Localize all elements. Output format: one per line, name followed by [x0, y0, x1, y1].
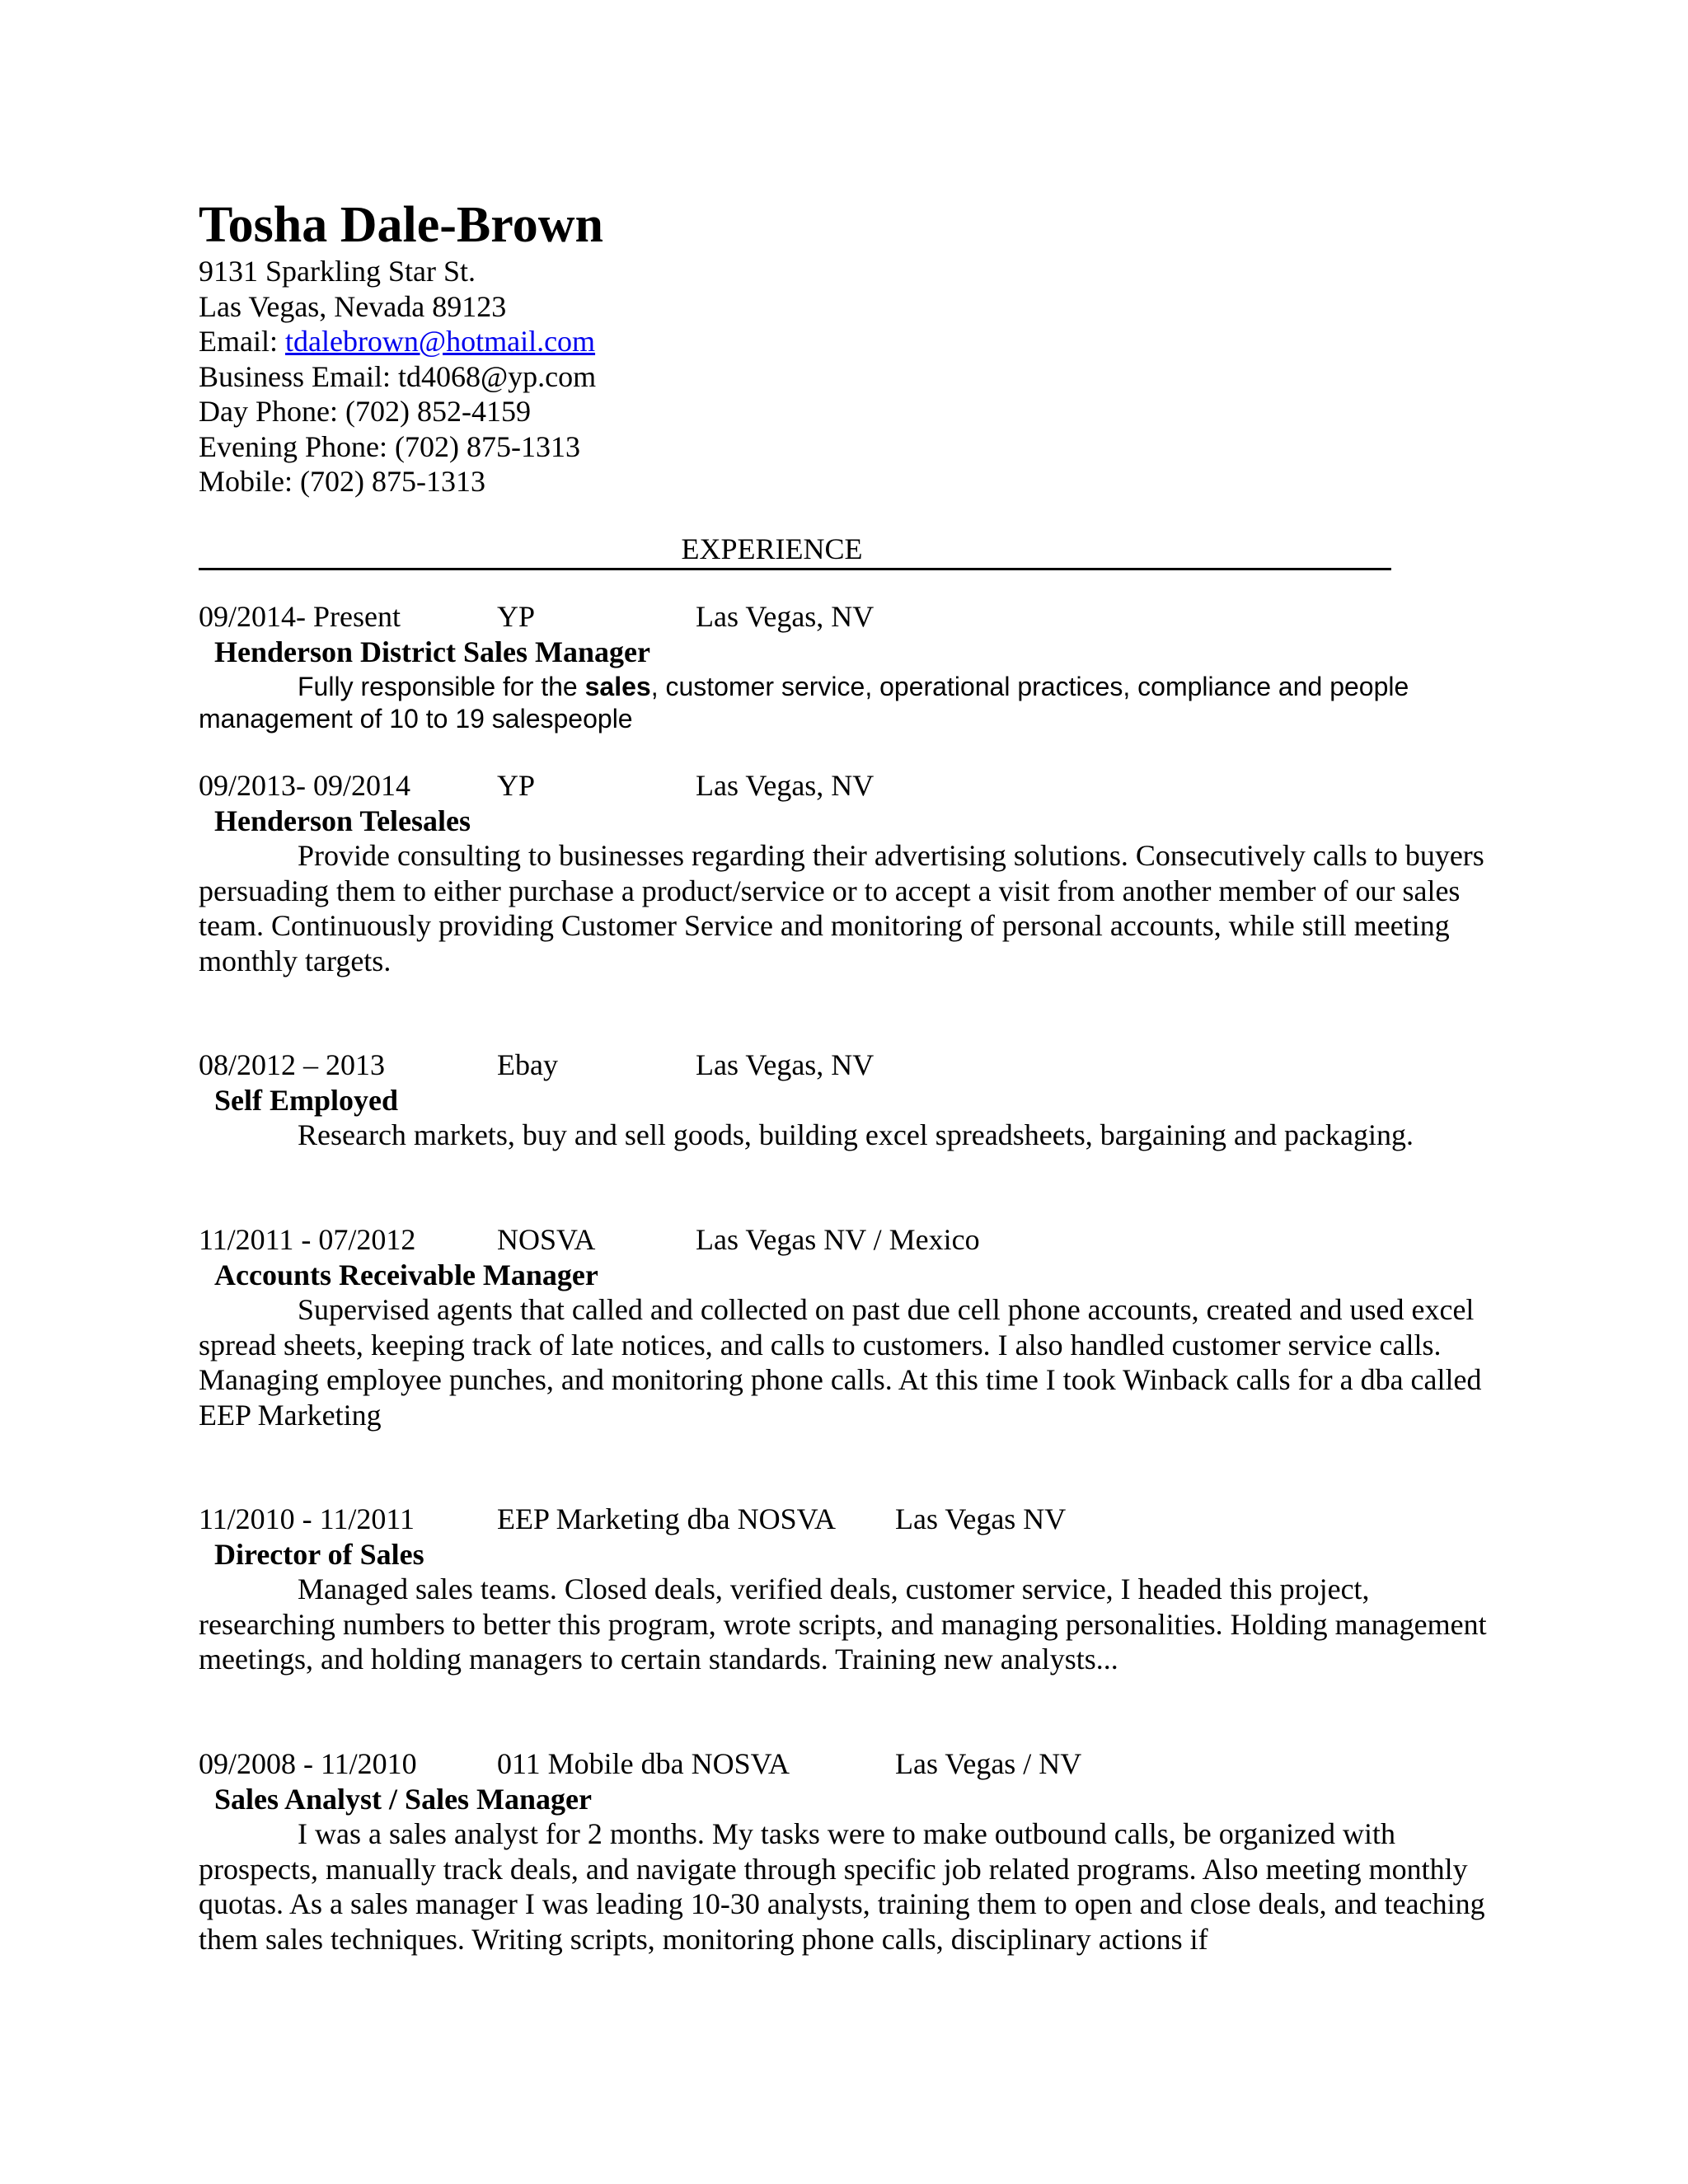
job-dates: 08/2012 – 2013 [199, 1048, 386, 1081]
job-company: Ebay [497, 1048, 558, 1081]
job-description-part: Fully responsible for the [298, 672, 585, 701]
job-meta [199, 1222, 1501, 1258]
job-meta [199, 1502, 1501, 1537]
job-description: Research markets, buy and sell goods, building excel spreadsheets, bargaining and packaging. [298, 1118, 1414, 1151]
mobile-phone: Mobile: (702) 875-1313 [199, 465, 485, 498]
job-entry [199, 1746, 1501, 1957]
job-description-part: , customer service, operational practices, compliance and people management of 10 to 19 salespeople [199, 672, 1409, 733]
email-label: Email: [199, 325, 285, 358]
job-entry [199, 1502, 1501, 1677]
job-meta [199, 1047, 1501, 1083]
job-description [199, 669, 1501, 735]
contact-block [199, 254, 596, 499]
job-title: Self Employed [214, 1083, 399, 1117]
job-location: Las Vegas, NV [696, 600, 874, 633]
job-location: Las Vegas NV [895, 1502, 1067, 1535]
job-dates: 11/2010 - 11/2011 [199, 1502, 415, 1535]
evening-phone: Evening Phone: (702) 875-1313 [199, 429, 580, 463]
job-company: YP [497, 769, 536, 802]
job-dates: 09/2008 - 11/2010 [199, 1747, 417, 1780]
job-company: YP [497, 600, 536, 633]
job-entry [199, 1047, 1501, 1153]
day-phone: Day Phone: (702) 852-4159 [199, 395, 531, 428]
job-location: Las Vegas, NV [696, 1048, 874, 1081]
job-meta [199, 1746, 1501, 1782]
job-location: Las Vegas NV / Mexico [696, 1223, 980, 1256]
candidate-name: Tosha Dale-Brown [199, 197, 603, 253]
address-line-2: Las Vegas, Nevada 89123 [199, 289, 507, 323]
job-description: Managed sales teams. Closed deals, verified deals, customer service, I headed this project, researching numbers to better this program, wrote scripts, and managing personalities. Holding management meetings, and holding managers to certain standards. Training new analysts... [199, 1572, 1487, 1675]
email-line [199, 324, 596, 359]
job-dates: 09/2014- Present [199, 600, 401, 633]
job-description: I was a sales analyst for 2 months. My tasks were to make outbound calls, be organized with prospects, manually track deals, and navigate through specific job related programs. Also meeting monthly quotas. As a sales manager I was leading 10-30 analysts, training them to open and close deals, and teaching them sales techniques. Writing scripts, monitoring phone calls, disciplinary actions if [199, 1817, 1485, 1956]
job-company: 011 Mobile dba NOSVA [497, 1747, 790, 1780]
address-line-1: 9131 Sparkling Star St. [199, 255, 476, 288]
job-entry [199, 1222, 1501, 1432]
job-company: EEP Marketing dba NOSVA [497, 1502, 836, 1535]
job-description-bold: sales [584, 672, 651, 701]
job-title: Henderson District Sales Manager [214, 635, 650, 668]
job-title: Accounts Receivable Manager [214, 1258, 598, 1291]
job-location: Las Vegas / NV [895, 1747, 1082, 1780]
job-dates: 09/2013- 09/2014 [199, 769, 410, 802]
job-title: Director of Sales [214, 1537, 424, 1571]
job-entry [199, 599, 1501, 735]
job-title: Sales Analyst / Sales Manager [214, 1782, 593, 1816]
job-location: Las Vegas, NV [696, 769, 874, 802]
job-meta [199, 768, 1501, 804]
job-description: Supervised agents that called and collected on past due cell phone accounts, created and used excel spread sheets, keeping track of late notices, and calls to customers. I also handled customer service calls. Managing employee punches, and monitoring phone calls. At this time I took Winback calls for a dba called EEP Marketing [199, 1293, 1482, 1432]
experience-heading: EXPERIENCE [199, 530, 1391, 570]
job-meta [199, 599, 1501, 635]
job-title: Henderson Telesales [214, 804, 471, 837]
business-email: Business Email: td4068@yp.com [199, 359, 597, 393]
job-description: Provide consulting to businesses regarding their advertising solutions. Consecutively calls to buyers persuading them to either purchase a product/service or to accept a visit from another member of our sales team. Continuously providing Customer Service and monitoring of personal accounts, while still meeting monthly targets. [199, 839, 1484, 977]
job-entry [199, 768, 1501, 978]
job-company: NOSVA [497, 1223, 596, 1256]
email-link[interactable]: tdalebrown@hotmail.com [284, 325, 596, 358]
job-dates: 11/2011 - 07/2012 [199, 1223, 416, 1256]
